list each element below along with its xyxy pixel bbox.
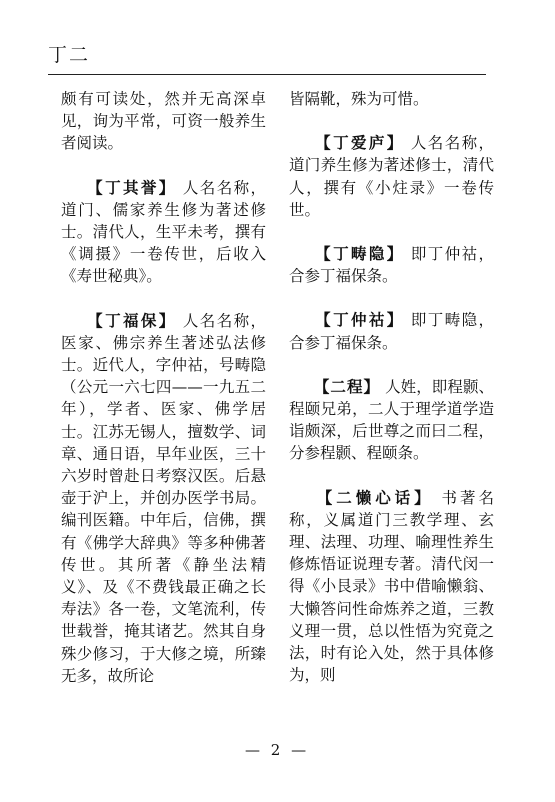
entry-ding-zhonghu <box>289 309 494 353</box>
entry-heading: 【二懒心话】 <box>313 487 434 507</box>
entry-heading: 【丁其誉】 <box>85 177 177 197</box>
entry-text: 即丁畴隐，合参丁福保条。 <box>289 311 494 352</box>
entry-continuation <box>289 88 494 110</box>
entry-text: 人名名称，道门养生修为著述修士，清代人，撰有《小炷录》一卷传世。 <box>289 134 494 219</box>
entry-text: 人名名称，医家、佛宗养生著述弘法修士。近代人，字仲祜，号畴隐（公元一六七四——一九五二年），学者、医家、佛学居士。江苏无锡人，擅数学、词章、通日语，早年业医，三十六岁时曾赴日考察汉医。后悬壶于沪上，并创办医学书局。编刊医籍。中年后，信佛，撰有《佛学大辞典》等多种佛著传世。其所著《静坐法精义》、及《不费钱最正确之长寿法》各一卷，文笔流利，传世载誉，掩其诸艺。然其自身殊少修习，于大修之境，所臻无多，故所论 <box>61 311 266 685</box>
entry-text: 皆隔靴，殊为可惜。 <box>289 90 429 108</box>
left-column <box>61 88 266 709</box>
entry-er-cheng <box>289 376 494 465</box>
entry-ding-qiyu <box>61 177 266 288</box>
entry-text: 书著名称，义属道门三教学理、玄理、法理、功理、喻理性养生修炼悟证说理专著。清代闵一得《小艮录》书中借喻懒翁、大懒答问性命炼养之道，三教义理一贯，总以性悟为究竟之法，时有论入处，然于具体修为，则 <box>289 488 494 685</box>
entry-er-lan-xinhua <box>289 487 494 687</box>
page-number: — 2 — <box>245 741 310 759</box>
header-rule <box>48 74 486 75</box>
entry-heading: 【丁畴隐】 <box>313 244 405 264</box>
running-head: 丁二 <box>48 44 91 66</box>
entry-text: 人姓，即程颢、程颐兄弟，二人于理学道学造诣颇深，后世尊之而曰二程，分参程颢、程颐条。 <box>289 377 494 463</box>
right-column <box>289 88 494 708</box>
entry-text: 即丁仲祜，合参丁福保条。 <box>289 245 494 286</box>
entry-text: 人名名称，道门、儒家养生修为著述修士。清代人，生平未考，撰有《调摄》一卷传世，后收入《寿世秘典》。 <box>61 178 266 286</box>
entry-ding-ailu <box>289 132 494 221</box>
entry-heading: 【丁福保】 <box>85 310 177 330</box>
entry-heading: 【丁仲祜】 <box>313 310 405 330</box>
entry-ding-fubao <box>61 310 266 687</box>
entry-continuation <box>61 88 266 155</box>
entry-heading: 【丁爱庐】 <box>313 133 405 153</box>
entry-heading: 【二程】 <box>313 376 381 396</box>
entry-text: 颇有可读处，然并无高深卓见，询为平常，可资一般养生者阅读。 <box>61 90 266 153</box>
entry-ding-chouyin <box>289 243 494 287</box>
